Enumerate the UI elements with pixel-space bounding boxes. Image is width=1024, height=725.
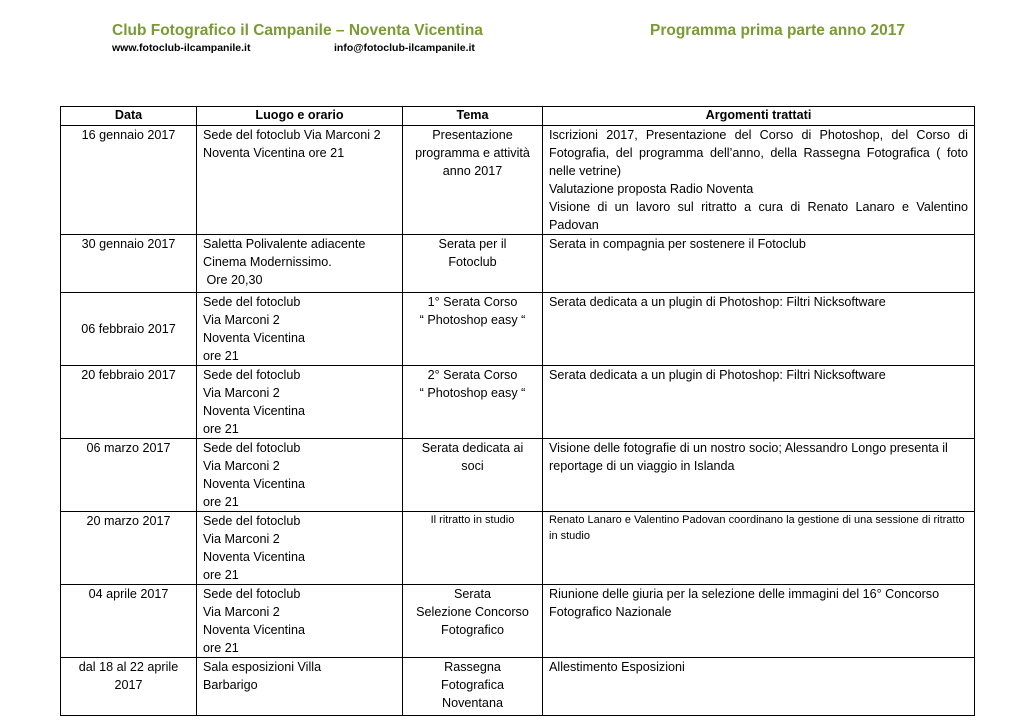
table-row <box>61 512 975 585</box>
topic-text: Visione di un lavoro sul ritratto a cura di Renato Lanaro e Valentino Padovan <box>549 200 968 232</box>
place-line: Noventa Vicentina <box>203 623 305 637</box>
topic-text: Valutazione proposta Radio Noventa <box>549 182 754 196</box>
column-header-theme: Tema <box>403 107 543 126</box>
place-line: Sede del fotoclub <box>203 441 301 455</box>
place-line: Noventa Vicentina <box>203 404 305 418</box>
cell-date: 06 febbraio 2017 <box>61 293 197 366</box>
place-line: Via Marconi 2 <box>203 459 280 473</box>
cell-place <box>197 235 403 293</box>
place-line: Sala esposizioni Villa <box>203 660 322 674</box>
programme-title: Programma prima parte anno 2017 <box>650 22 905 39</box>
place-line: Sede del fotoclub <box>203 368 301 382</box>
cell-date: 16 gennaio 2017 <box>61 126 197 235</box>
club-title: Club Fotografico il Campanile – Noventa Vicentina <box>112 22 483 39</box>
theme-line: Noventana <box>442 696 503 710</box>
topic-text: Allestimento Esposizioni <box>549 660 685 674</box>
theme-line: “ Photoshop easy “ <box>419 386 526 400</box>
programme-table <box>60 106 975 716</box>
theme-line: Rassegna <box>444 660 501 674</box>
cell-topics <box>543 366 975 439</box>
theme-line: Presentazione <box>432 128 513 142</box>
cell-theme <box>403 512 543 585</box>
cell-date: dal 18 al 22 aprile 2017 <box>61 658 197 716</box>
column-header-topics: Argomenti trattati <box>543 107 975 126</box>
cell-topics <box>543 439 975 512</box>
theme-line: Il ritratto in studio <box>430 514 515 526</box>
topic-text: Renato Lanaro e Valentino Padovan coordinano la gestione di una sessione di ritratto in studio <box>549 514 965 542</box>
column-header-place: Luogo e orario <box>197 107 403 126</box>
place-line: Via Marconi 2 <box>203 605 280 619</box>
cell-date: 30 gennaio 2017 <box>61 235 197 293</box>
website-link[interactable]: www.fotoclub-ilcampanile.it <box>112 42 251 54</box>
place-line: Noventa Vicentina <box>203 331 305 345</box>
theme-line: Serata per il <box>438 237 507 251</box>
cell-theme <box>403 366 543 439</box>
theme-line: programma e attività <box>415 146 530 160</box>
place-line: ore 21 <box>203 349 239 363</box>
cell-date: 20 marzo 2017 <box>61 512 197 585</box>
theme-line: 2° Serata Corso <box>427 368 518 382</box>
cell-topics <box>543 293 975 366</box>
place-line: ore 21 <box>203 568 239 582</box>
place-line: Noventa Vicentina ore 21 <box>203 146 345 160</box>
place-line: Barbarigo <box>203 678 258 692</box>
place-line: Noventa Vicentina <box>203 550 305 564</box>
topic-text: Serata in compagnia per sostenere il Fotoclub <box>549 237 806 251</box>
topic-text: Visione delle fotografie di un nostro socio; Alessandro Longo presenta il reportage di un viaggio in Islanda <box>549 441 948 473</box>
place-line: Sede del fotoclub <box>203 295 301 309</box>
cell-place <box>197 512 403 585</box>
table-row <box>61 658 975 716</box>
theme-line: Fotografica <box>441 678 504 692</box>
place-line: Ore 20,30 <box>203 273 263 287</box>
place-line: ore 21 <box>203 641 239 655</box>
theme-line: soci <box>461 459 484 473</box>
table-header-row <box>61 107 975 126</box>
theme-line: Selezione Concorso <box>416 605 529 619</box>
theme-line: Fotoclub <box>448 255 497 269</box>
theme-line: “ Photoshop easy “ <box>419 313 526 327</box>
place-line: Sede del fotoclub Via Marconi 2 <box>203 128 381 142</box>
cell-theme <box>403 658 543 716</box>
table-row <box>61 366 975 439</box>
cell-topics <box>543 658 975 716</box>
table-row <box>61 235 975 293</box>
cell-date: 06 marzo 2017 <box>61 439 197 512</box>
theme-line: Fotografico <box>441 623 504 637</box>
cell-topics <box>543 235 975 293</box>
cell-place <box>197 293 403 366</box>
theme-line: 1° Serata Corso <box>427 295 518 309</box>
cell-theme <box>403 585 543 658</box>
topic-text: Iscrizioni 2017, Presentazione del Corso di Photoshop, del Corso di Fotografia, del programma dell’anno, della Rassegna Fotografica ( foto nelle vetrine) <box>549 128 968 178</box>
cell-place <box>197 585 403 658</box>
table-row <box>61 293 975 366</box>
cell-theme <box>403 235 543 293</box>
table-row <box>61 439 975 512</box>
cell-topics <box>543 512 975 585</box>
cell-place <box>197 439 403 512</box>
cell-theme <box>403 126 543 235</box>
place-line: Sede del fotoclub <box>203 587 301 601</box>
theme-line: Serata dedicata ai <box>421 441 524 455</box>
topic-text: Riunione delle giuria per la selezione delle immagini del 16° Concorso Fotografico Nazionale <box>549 587 940 619</box>
place-line: Cinema Modernissimo. <box>203 255 332 269</box>
theme-line: anno 2017 <box>442 164 503 178</box>
theme-line: Serata <box>453 587 492 601</box>
topic-text: Serata dedicata a un plugin di Photoshop: Filtri Nicksoftware <box>549 295 886 309</box>
cell-place <box>197 366 403 439</box>
column-header-date: Data <box>61 107 197 126</box>
cell-topics <box>543 585 975 658</box>
cell-place <box>197 126 403 235</box>
place-line: Sede del fotoclub <box>203 514 301 528</box>
place-line: Via Marconi 2 <box>203 313 280 327</box>
cell-date: 20 febbraio 2017 <box>61 366 197 439</box>
cell-theme <box>403 439 543 512</box>
place-line: ore 21 <box>203 422 239 436</box>
cell-topics <box>543 126 975 235</box>
table-row <box>61 585 975 658</box>
table-row <box>61 126 975 235</box>
topic-text: Serata dedicata a un plugin di Photoshop: Filtri Nicksoftware <box>549 368 886 382</box>
place-line: Via Marconi 2 <box>203 386 280 400</box>
place-line: ore 21 <box>203 495 239 509</box>
cell-theme <box>403 293 543 366</box>
place-line: Via Marconi 2 <box>203 532 280 546</box>
cell-date: 04 aprile 2017 <box>61 585 197 658</box>
email-link[interactable]: info@fotoclub-ilcampanile.it <box>334 42 475 54</box>
cell-place <box>197 658 403 716</box>
place-line: Noventa Vicentina <box>203 477 305 491</box>
place-line: Saletta Polivalente adiacente <box>203 237 366 251</box>
